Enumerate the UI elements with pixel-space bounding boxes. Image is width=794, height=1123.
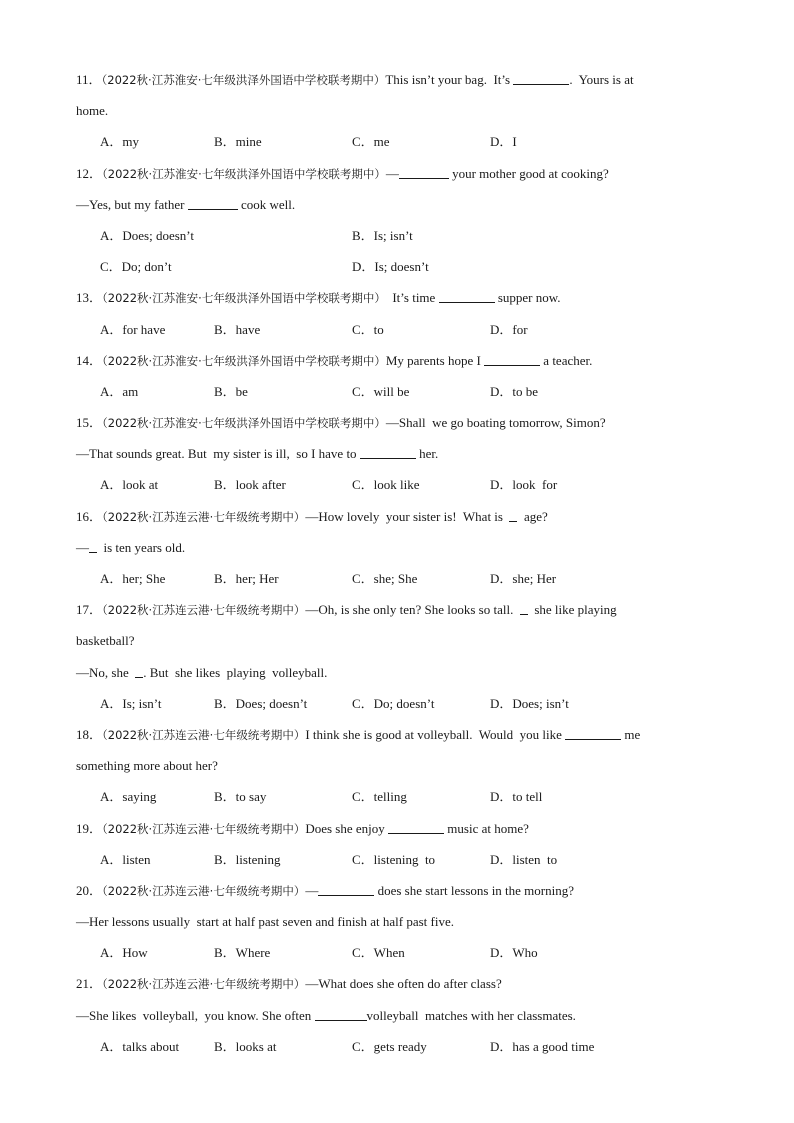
question-list xyxy=(76,64,716,1062)
option-text: telling xyxy=(373,789,407,805)
option-a[interactable] xyxy=(100,844,151,875)
option-text: When xyxy=(373,945,405,961)
option-c[interactable] xyxy=(352,126,390,157)
option-d[interactable] xyxy=(490,844,557,875)
question-number: 18． xyxy=(76,726,103,742)
stem-text: something more about her? xyxy=(76,758,218,774)
question-stem xyxy=(76,282,716,313)
option-letter: D． xyxy=(490,789,513,805)
answer-blank xyxy=(484,352,540,366)
option-letter: D． xyxy=(490,945,513,961)
options-row xyxy=(76,376,716,407)
question-source: （2022秋·江苏淮安·七年级洪泽外国语中学校联考期中） xyxy=(102,291,386,306)
options-row xyxy=(76,126,716,157)
question-stem xyxy=(76,345,716,376)
question-stem-continued xyxy=(76,1000,716,1031)
option-letter: D． xyxy=(490,1038,513,1054)
option-text: listen xyxy=(122,851,151,867)
option-d[interactable] xyxy=(490,469,557,500)
stem-text: age? xyxy=(517,508,548,524)
option-letter: A． xyxy=(100,227,123,243)
stem-text: . Yours is at xyxy=(569,72,634,87)
question-stem-continued xyxy=(76,95,716,126)
question-number: 20． xyxy=(76,882,103,898)
option-letter: C． xyxy=(352,477,374,493)
stem-text: home. xyxy=(76,103,109,119)
option-c[interactable] xyxy=(352,314,384,345)
stem-text: — xyxy=(305,882,319,898)
question-stem-continued xyxy=(76,189,716,220)
question-source: （2022秋·江苏淮安·七年级洪泽外国语中学校联考期中） xyxy=(101,73,386,87)
option-text: to be xyxy=(512,383,539,399)
stem-text: does she start lessons in the morning? xyxy=(374,882,575,898)
option-text: look like xyxy=(373,477,420,493)
answer-blank xyxy=(565,726,621,740)
question-number: 21． xyxy=(76,976,103,992)
stem-text: is ten years old. xyxy=(97,539,186,555)
answer-blank xyxy=(520,601,528,615)
options-row xyxy=(76,781,716,812)
question-number: 16． xyxy=(76,508,103,524)
option-text: Do; don’t xyxy=(121,259,172,275)
option-b[interactable] xyxy=(214,781,266,812)
stem-text: I think she is good at volleyball. Would you like xyxy=(305,726,566,742)
question-number: 11． xyxy=(76,72,102,87)
option-text: me xyxy=(373,134,390,150)
stem-text: My parents hope I xyxy=(385,352,485,368)
option-letter: B． xyxy=(214,571,236,586)
option-letter: C． xyxy=(352,571,374,586)
question-stem xyxy=(76,719,716,750)
option-text: to xyxy=(373,321,384,337)
option-letter: C． xyxy=(352,851,374,867)
stem-text: supper now. xyxy=(494,290,561,306)
stem-text: —Yes, but my father xyxy=(76,196,188,212)
option-text: Where xyxy=(235,945,271,961)
option-text: to tell xyxy=(512,789,543,805)
option-text: listening xyxy=(235,851,281,867)
option-letter: D． xyxy=(490,383,513,399)
option-text: Does; doesn’t xyxy=(122,227,195,243)
option-b[interactable] xyxy=(214,469,286,500)
question-stem xyxy=(76,594,716,625)
question-block xyxy=(76,501,716,595)
option-text: listening to xyxy=(373,851,436,867)
options-row xyxy=(76,563,716,594)
option-c[interactable] xyxy=(352,1031,427,1062)
stem-text: It’s time xyxy=(385,290,439,306)
option-b[interactable] xyxy=(214,314,260,345)
option-text: Does; doesn’t xyxy=(235,695,308,711)
question-stem-continued xyxy=(76,625,716,656)
stem-text: her. xyxy=(415,446,439,462)
question-source: （2022秋·江苏淮安·七年级洪泽外国语中学校联考期中） xyxy=(102,416,386,431)
question-number: 14． xyxy=(76,352,103,368)
option-letter: A． xyxy=(100,851,123,867)
option-a[interactable] xyxy=(100,937,148,968)
option-text: am xyxy=(122,383,139,399)
option-text: have xyxy=(235,321,261,337)
question-source: （2022秋·江苏连云港·七年级统考期中） xyxy=(102,821,306,836)
option-b[interactable] xyxy=(214,937,270,968)
option-c[interactable] xyxy=(352,376,409,407)
question-source: （2022秋·江苏淮安·七年级洪泽外国语中学校联考期中） xyxy=(102,353,386,368)
stem-text: —Her lessons usually start at half past seven and finish at half past five. xyxy=(76,914,454,930)
question-source: （2022秋·江苏连云港·七年级统考期中） xyxy=(102,603,306,618)
option-letter: A． xyxy=(100,571,123,586)
stem-text: music at home? xyxy=(444,820,529,836)
option-letter: B． xyxy=(214,789,236,805)
option-d[interactable] xyxy=(490,781,542,812)
stem-text: —That sounds great. But my sister is ill, so I have to xyxy=(76,446,360,462)
option-letter: C． xyxy=(100,259,122,275)
option-letter: C． xyxy=(352,695,374,711)
question-block xyxy=(76,594,716,719)
option-letter: B． xyxy=(214,945,236,961)
question-stem xyxy=(76,875,716,906)
option-text: I xyxy=(512,134,517,150)
option-c[interactable] xyxy=(352,563,417,594)
option-letter: A． xyxy=(100,477,123,493)
option-letter: C． xyxy=(352,134,374,150)
option-a[interactable] xyxy=(100,314,165,345)
option-letter: B． xyxy=(214,383,236,399)
stem-text: volleyball matches with her classmates. xyxy=(366,1007,576,1023)
option-letter: D． xyxy=(490,134,513,150)
options-row xyxy=(76,220,716,251)
question-block xyxy=(76,345,716,407)
option-text: look at xyxy=(122,477,159,493)
question-stem-continued xyxy=(76,906,716,937)
question-source: （2022秋·江苏连云港·七年级统考期中） xyxy=(102,977,306,992)
stem-text: . But she likes playing volleyball. xyxy=(143,664,328,680)
question-number: 15． xyxy=(76,415,103,431)
stem-text: This isn’t your bag. It’s xyxy=(385,72,514,87)
option-c[interactable] xyxy=(352,469,420,500)
stem-text: a teacher. xyxy=(540,352,593,368)
option-letter: C． xyxy=(352,321,374,337)
option-letter: D． xyxy=(490,571,513,586)
answer-blank xyxy=(399,165,449,179)
question-stem-continued xyxy=(76,750,716,781)
option-b[interactable] xyxy=(214,563,279,594)
question-block xyxy=(76,813,716,875)
stem-text: she like playing xyxy=(527,602,617,618)
option-d[interactable] xyxy=(490,1031,594,1062)
option-b[interactable] xyxy=(214,376,248,407)
option-letter: B． xyxy=(352,227,374,243)
stem-text: cook well. xyxy=(237,196,296,212)
option-b[interactable] xyxy=(214,844,280,875)
question-block xyxy=(76,407,716,501)
options-row xyxy=(76,251,716,282)
stem-text: —Shall we go boating tomorrow, Simon? xyxy=(385,415,606,431)
answer-blank xyxy=(360,445,416,459)
option-letter: D． xyxy=(490,477,513,493)
option-c[interactable] xyxy=(352,781,407,812)
options-row xyxy=(76,469,716,500)
option-letter: A． xyxy=(100,383,123,399)
option-b[interactable] xyxy=(214,1031,276,1062)
option-text: to say xyxy=(235,789,267,805)
option-text: her; Her xyxy=(235,571,279,586)
option-a[interactable] xyxy=(100,469,158,500)
option-letter: A． xyxy=(100,945,123,961)
option-text: looks at xyxy=(235,1038,277,1054)
answer-blank xyxy=(188,196,238,210)
question-block xyxy=(76,282,716,344)
stem-text: basketball? xyxy=(76,633,135,649)
question-block xyxy=(76,875,716,969)
option-text: listen to xyxy=(512,851,558,867)
option-c[interactable] xyxy=(352,688,434,719)
options-row xyxy=(76,937,716,968)
question-stem xyxy=(76,813,716,844)
option-letter: D． xyxy=(490,321,513,337)
option-b[interactable] xyxy=(214,126,262,157)
option-text: for xyxy=(512,321,528,337)
option-d[interactable] xyxy=(352,251,429,282)
option-letter: B． xyxy=(214,695,236,711)
question-stem xyxy=(76,64,716,95)
option-text: for have xyxy=(122,321,166,337)
option-c[interactable] xyxy=(352,844,435,875)
option-letter: A． xyxy=(100,134,123,150)
option-letter: D． xyxy=(352,259,375,275)
stem-text: your mother good at cooking? xyxy=(448,165,609,181)
option-letter: B． xyxy=(214,477,236,493)
question-stem xyxy=(76,407,716,438)
question-stem xyxy=(76,158,716,189)
stem-text: —No, she xyxy=(76,664,136,680)
option-letter: A． xyxy=(100,1038,123,1054)
option-d[interactable] xyxy=(490,688,569,719)
option-a[interactable] xyxy=(100,781,156,812)
option-d[interactable] xyxy=(490,937,538,968)
stem-text: —She likes volleyball, you know. She often xyxy=(76,1007,315,1023)
option-letter: D． xyxy=(490,695,513,711)
question-number: 17． xyxy=(76,602,103,618)
option-b[interactable] xyxy=(352,220,413,251)
option-text: will be xyxy=(373,383,410,399)
question-stem-continued xyxy=(76,657,716,688)
option-text: Is; doesn’t xyxy=(374,259,429,275)
question-stem-continued xyxy=(76,532,716,563)
option-letter: A． xyxy=(100,695,123,711)
option-text: talks about xyxy=(122,1038,180,1054)
option-b[interactable] xyxy=(214,688,307,719)
stem-text: me xyxy=(621,726,641,742)
option-text: look for xyxy=(512,477,558,493)
option-text: Who xyxy=(512,945,538,961)
option-letter: A． xyxy=(100,321,123,337)
question-source: （2022秋·江苏淮安·七年级洪泽外国语中学校联考期中） xyxy=(102,166,386,181)
option-text: look after xyxy=(235,477,286,493)
options-row xyxy=(76,688,716,719)
question-block xyxy=(76,158,716,283)
stem-text: —Oh, is she only ten? She looks so tall. xyxy=(305,602,520,618)
option-text: be xyxy=(235,383,248,399)
option-letter: C． xyxy=(352,1038,374,1054)
option-letter: C． xyxy=(352,789,374,805)
option-letter: C． xyxy=(352,945,374,961)
option-a[interactable] xyxy=(100,376,138,407)
option-text: mine xyxy=(235,134,262,150)
question-block xyxy=(76,64,716,158)
option-text: she; She xyxy=(373,571,418,586)
answer-blank xyxy=(439,289,495,303)
option-a[interactable] xyxy=(100,563,165,594)
question-block xyxy=(76,719,716,813)
option-text: her; She xyxy=(122,571,166,586)
answer-blank xyxy=(318,882,374,896)
question-number: 12． xyxy=(76,165,103,181)
option-letter: B． xyxy=(214,321,236,337)
stem-text: — xyxy=(76,539,89,555)
stem-text: — xyxy=(385,165,399,181)
option-a[interactable] xyxy=(100,220,194,251)
option-letter: C． xyxy=(352,383,374,399)
option-text: Does; isn’t xyxy=(512,695,569,711)
answer-blank xyxy=(388,820,444,834)
answer-blank xyxy=(315,1007,367,1021)
option-a[interactable] xyxy=(100,126,139,157)
question-source: （2022秋·江苏连云港·七年级统考期中） xyxy=(102,883,306,898)
option-text: she; Her xyxy=(512,571,557,586)
option-letter: B． xyxy=(214,851,236,867)
question-source: （2022秋·江苏连云港·七年级统考期中） xyxy=(102,509,306,524)
answer-blank xyxy=(89,539,97,553)
option-d[interactable] xyxy=(490,563,556,594)
question-number: 19． xyxy=(76,820,103,836)
question-source: （2022秋·江苏连云港·七年级统考期中） xyxy=(102,727,306,742)
option-d[interactable] xyxy=(490,126,517,157)
option-c[interactable] xyxy=(352,937,405,968)
question-number: 13． xyxy=(76,290,103,306)
answer-blank xyxy=(513,71,569,85)
option-text: Is; isn’t xyxy=(122,695,162,711)
option-a[interactable] xyxy=(100,1031,179,1062)
option-text: How xyxy=(122,945,148,961)
question-stem xyxy=(76,501,716,532)
option-text: has a good time xyxy=(512,1038,595,1054)
option-c[interactable] xyxy=(100,251,172,282)
stem-text: —How lovely your sister is! What is xyxy=(305,508,510,524)
option-text: my xyxy=(122,134,140,150)
option-d[interactable] xyxy=(490,376,538,407)
question-stem xyxy=(76,968,716,999)
option-text: Is; isn’t xyxy=(373,227,413,243)
option-text: gets ready xyxy=(373,1038,427,1054)
stem-text: Does she enjoy xyxy=(305,820,389,836)
option-text: saying xyxy=(122,789,157,805)
option-letter: A． xyxy=(100,789,123,805)
option-letter: D． xyxy=(490,851,513,867)
option-d[interactable] xyxy=(490,314,528,345)
stem-text: —What does she often do after class? xyxy=(305,976,502,992)
question-stem-continued xyxy=(76,438,716,469)
options-row xyxy=(76,844,716,875)
option-letter: B． xyxy=(214,1038,236,1054)
option-letter: B． xyxy=(214,134,236,150)
options-row xyxy=(76,314,716,345)
options-row xyxy=(76,1031,716,1062)
option-a[interactable] xyxy=(100,688,162,719)
question-block xyxy=(76,968,716,1062)
option-text: Do; doesn’t xyxy=(373,695,435,711)
